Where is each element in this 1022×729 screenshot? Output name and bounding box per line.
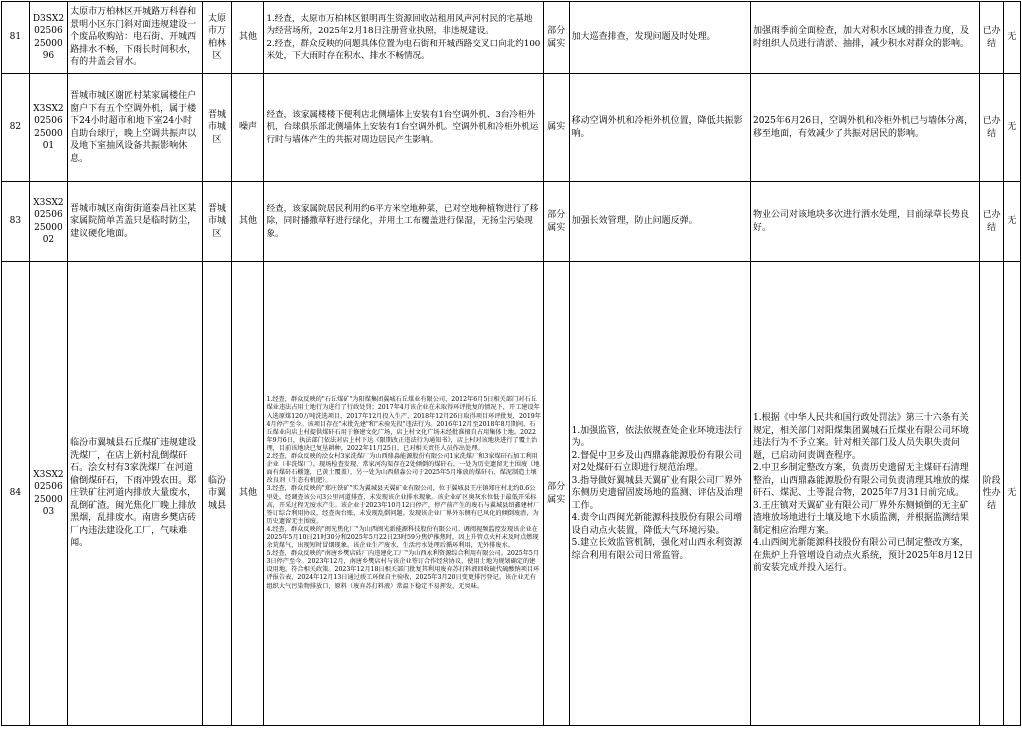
accountability: 无 [1003,2,1020,74]
case-code: X3SX2025062500003 [29,262,67,726]
row-number: 82 [2,74,30,182]
accountability: 无 [1003,262,1020,726]
row-number: 84 [2,262,30,726]
results-text: 2025年6月26日，空调外机和冷柜外机已与墙体分离，移至地面，有效减少了共振对居民的影响。 [750,74,979,182]
findings-text: 经查，该家属院居民利用约6平方米空地种菜，已对空地种植物进行了移除，同时播撒草籽进行绿化，并用土工布覆盖进行保湿，无扬尘污染现象。 [264,182,544,262]
district: 临汾市翼城县 [202,262,232,726]
verdict: 部分属实 [544,2,570,74]
verdict: 部分属实 [544,182,570,262]
findings-text: 1.经查，群众反映的"石丘煤矿"为阳煤集团翼城石丘煤业有限公司，2012年6月5日相关部门对石丘煤业违法占用土地行为进行了行政处罚；2017年4月该企业在未取得环评批复的情况下，开工建设年入选原煤120万吨洗选项目，2017年12月投入生产，2018年12月26日取得项目环评批复，2019年4月停产至今。该项目存在"未批先建"和"未验先投"违法行为。2016年12月至2018年8月期间，石丘煤业向店上村提供煤矸石用于修建文化广场，店上村文化广场未经批准擅自占用集体土地。2022年9月6日，执法部门依法对店上村下达《限期改正违法行为通知书》，店上村对该地块进行了覆土治理，目前该地块已复垦耕种，2022年11月25日，已对相关责任人员作出处理。 2.经查，群众反映的浍女村3家洗煤厂为山西鼎淼能源股份有限公司1家洗煤厂和3家煤矸石加工利用企业（非洗煤厂）。现场检查发现，常家河沟渠存在2处倾倒的煤矸石，一处为历史遗留无主围废（地面有煤矸石棚篷，已黄土覆盖），另一处为山西鼎淼公司于2025年5月堆放的煤矸石、煤泥制造土壤改良剂（生态有机肥）。 3.经查，群众反映的"郑庄铁矿"实为翼城县天翼矿业有限公司，位于翼城县王庄镇郑庄村北约0.6公里处。经调查该公司3公里河道排查，未发现该企业排水现象。该企业矿区奥灰水位低于最低开采标高，开采过程无废水产生。该企业于2023年10月12日停产，停产前产生的废石与翼城县绍鑫建材厂签订综合利用协议，经查询台账，未发现乱倒问题。发现该企业厂界外东侧有已风化的倾倒废渣，为历史遗留无主围废。 4.经查，群众反映的"闽光焦化厂"为山西闽光新能源科技股份有限公司。调阅视频监控发现该企业在2025年5月10日21时30分和2025年5月22日23时59分焦炉推焦时，因上升管点火杆未及时点燃现余荒煤气，出现短时冒烟现象。该企业生产废水、生活污水处理后循环利用，无外排废水。 5.经查，群众反映的"南唐乡樊店砖厂内违建化工厂"为山西永利资源综合利用有限公司。2025年5月3日停产至今。2023年12月，南唐乡樊店村与该企业签订合作经营协议，使用土地为规划确定的建设用地，符合相关政策。2023年12月18日相关部门批复其利用废弃苏打料液回收硫代硫酸钠项目环评报告表，2024年12月13日通过竣工环保自主验收，2025年3月20日变更排污登记。该企业无有组织大气污染物排放口，原料（废弃苏打料液）常温下稳定不易挥发，无臭味。 [264,262,544,726]
pollution-type: 噪声 [232,74,264,182]
district: 晋城市城区 [202,182,232,262]
case-code: D3SX2025062500096 [29,2,67,74]
measures-text: 1.加强监管，依法依规查处企业环境违法行为。 2.督促中卫乡及山西鼎淼能源股份有限公司对2处煤矸石立即进行规范治理。 3.指导做好翼城县天翼矿业有限公司厂界外东侧历史遗留固废场地的监测、评估及治理工作。 4.责令山西闽光新能源科技股份有限公司增设自动点火装置，降低大气环境污染。 5.建立长效监管机制，强化对山西永利资源综合利用有限公司日常监管。 [569,262,750,726]
pollution-type: 其他 [232,2,264,74]
verdict: 部分属实 [544,262,570,726]
results-text: 物业公司对该地块多次进行洒水处理，目前绿草长势良好。 [750,182,979,262]
row-number: 81 [2,2,30,74]
measures-text: 加强长效管理，防止问题反弹。 [569,182,750,262]
case-table [1,1,1021,726]
case-code: X3SX2025062500001 [29,74,67,182]
row-number: 83 [2,182,30,262]
measures-text: 移动空调外机和冷柜外机位置，降低共振影响。 [569,74,750,182]
table-row [2,262,1021,726]
district: 太原市万柏林区 [202,2,232,74]
status: 已办结 [980,2,1003,74]
results-text: 1.根据《中华人民共和国行政处罚法》第三十六条有关规定，相关部门对阳煤集团翼城石丘煤业有限公司环境违法行为不予立案。针对相关部门及人员失职失责问题，已启动问责调查程序。 2.中卫乡制定整改方案，负责历史遗留无主煤矸石清理整治，山西鼎淼能源股份有限公司负责清理其堆放的煤矸石、煤泥、土等混合物，2025年7月31日前完成。 3.王庄镇对天翼矿业有限公司厂界外东侧倾倒的无主矿渣堆放场地进行土壤及地下水质监测，并根据监测结果制定相应治理方案。 4.山西闽光新能源科技股份有限公司已制定整改方案，在焦炉上升管增设自动点火系统，预计2025年8月12日前安装完成并投入运行。 [750,262,979,726]
findings-text: 经查，该家属楼楼下便利店北侧墙体上安装有1台空调外机、3台冷柜外机，台球俱乐部北侧墙体上安装有1台空调外机。空调外机和冷柜外机运行时与墙体产生的共振对周边居民产生影响。 [264,74,544,182]
district: 晋城市城区 [202,74,232,182]
case-code: X3SX2025062500002 [29,182,67,262]
table-row [2,2,1021,74]
verdict: 属实 [544,74,570,182]
status: 已办结 [980,182,1003,262]
measures-text: 加大巡查排查，发现问题及时处理。 [569,2,750,74]
status: 阶段性办结 [980,262,1003,726]
accountability: 无 [1003,182,1020,262]
pollution-type: 其他 [232,262,264,726]
pollution-type: 其他 [232,182,264,262]
issue-text: 临汾市翼城县石丘煤矿违规建设洗煤厂，在店上新村乱倒煤矸石。浍女村有3家洗煤厂在河道偷倒煤矸石，下雨冲毁农田。郑庄铁矿往河道内排放大量废水，乱倒矿渣。闽光焦化厂晚上排放黑烟，乱排废水。南唐乡樊店砖厂内违法建设化工厂，气味难闻。 [68,262,202,726]
results-text: 加强雨季前全面检查，加大对积水区域的排查力度，及时组织人员进行清淤、抽排，减少积水对群众的影响。 [750,2,979,74]
table-row [2,182,1021,262]
table-row [2,74,1021,182]
issue-text: 晋城市城区谢匠村某家属楼住户窗户下有五个空调外机，属于楼下24小时超市和地下室24小时自助台球厅，晚上空调共振声以及地下室抽风设备共振影响休息。 [68,74,202,182]
status: 已办结 [980,74,1003,182]
issue-text: 晋城市城区南街街道泰昌社区某家属院简单苫盖只是临时防尘，建议硬化地面。 [68,182,202,262]
findings-text: 1.经查，太原市万柏林区银明再生资源回收站租用风声河村民的宅基地为经营场所，2025年2月18日注册营业执照，非违规建设。 2.经查，群众反映的问题具体位置为电石街和开城西路交叉口向北约100米处，下大雨时存在积水、排水不畅情况。 [264,2,544,74]
issue-text: 太原市万柏林区开城路万科春和景明小区东门斜对面违规建设一个废品收购站：电石街、开城西路排水不畅，下雨长时间积水，有的井盖会冒水。 [68,2,202,74]
accountability: 无 [1003,74,1020,182]
